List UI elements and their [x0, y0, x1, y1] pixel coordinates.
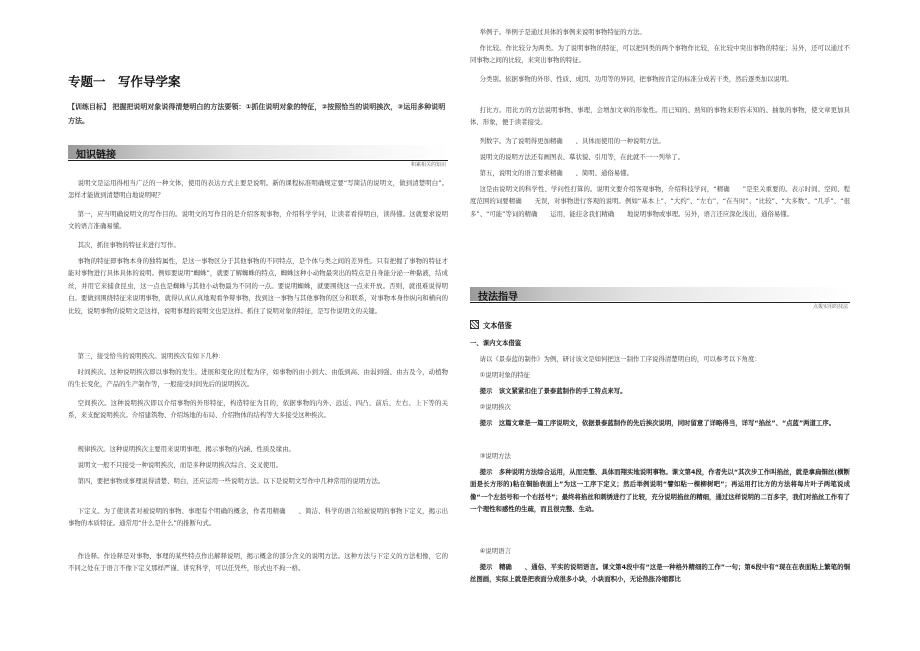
paragraph: 第三，接受恰当的说明挨次。说明挨次有如下几种：: [77, 352, 225, 360]
subsection-title: 文本借鉴: [483, 321, 512, 330]
hint: 提示 该文紧紧扣住了景泰蓝制作的手工特点来写。: [479, 387, 627, 395]
list-item: ②说明挨次: [479, 403, 511, 411]
hint: 提示 精确 、通俗、平实的说明语言。课文第4段中有“这是一种格外精细的工作”一句；第6段中有“现在在表面粘上繁笔的铜丝图画，实际上就是把表面分成很多小块，小块面积小，无论热胀冷缩都比: [470, 563, 850, 584]
section-band-subtitle: 点拨实用的技法: [812, 304, 848, 310]
paragraph: 分类别。依据事物的外形、性质、成因、功用等的异同，把事物按肯定的标准分成若干类，然后逐类加以说明。: [479, 75, 793, 83]
page-title: 专题一 写作导学案: [68, 74, 181, 89]
paragraph: 作诠释。作诠释是对事物、事理的某些特点作出解释说明，揭示概念的部分含义的说明方法。这种方法与下定义的方法相像，它的不同之处在于语言不像下定义那样严谨、讲究科学，可以任凭些，形式也不拘一格。: [68, 552, 448, 573]
paragraph: 第五，说明文的语言要求精确 、简明、通俗易懂。: [479, 169, 633, 177]
subsection-heading: [470, 320, 512, 331]
heading: 一、课内文本借鉴: [470, 339, 522, 347]
paragraph: 事物的特征即事物本身的独特属性，是这一事物区分于其他事物的不同特点，是个体与类之间的差异性。只有把握了事物的特征才能对事物进行具体具体的说明。例如要说明“蜘蛛”，就要了解蜘蛛的特点，蜘蛛这种小动物最突出的特点是自身能分泌一种黏液，结成丝，并用它来捕食昆虫，这一点也是蜘蛛与其他小动物最为不同的一点。要说明蜘蛛，就要围绕这一点来开放。否则，就很难说得明白。要做到围绕特征来说明事物，就得认真认真地观看争辩事物，找到这一事物与其他事物的区分和联系，对事物本身作纵向和横向的比较，说明事物的说明文是这样，说明事理的说明文也是这样。抓住了说明对象的特征，是写作说明文的关键。: [68, 257, 448, 315]
paragraph: 说明文是运用得相当广泛的一种文体，使用的表达方式主要是说明。新的课程标准明确规定要“写简洁的说明文，做到清楚明白”。怎样才能做到清楚明白地说明呢？: [68, 179, 448, 200]
hint: 提示 这篇文章是一篇工序说明文，依据景泰蓝制作的先后挨次说明，同时留意了详略得当，详写“掐丝”、“点蓝”两道工序。: [479, 419, 836, 427]
section-band-subtitle: 积累相关的知识: [410, 162, 446, 168]
paragraph: 打比方。用比方的方法说明事物、事理，会增加文章的形象性。用已知的、熟知的事物来形容未知的、抽象的事物，使文章更加具体、形象，便于读者接受。: [470, 106, 850, 127]
paragraph: 空间挨次。这种说明挨次即以介绍事物的外形特征，构造特征为目的，依据事物的内外、远近、四凸、前后、左右、上下等的关系，来支配说明挨次。介绍建筑物、介绍场地的布局、介绍物体的结构等大多接受这种挨次。: [68, 399, 448, 420]
paragraph: 这是由说明文的科学性、学问性打算的。说明文要介绍客观事物，介绍科技学问，“精确 ”是至关重要的。表示时间、空间、程度范围的词要精确 无误，对事物进行客观的说明。例如“基本上”、“大约”、“左右”、“在当时”、“比较”、“大多数”、“几乎”、“很多”、“可能”等词的精确 运用，能挂念我们精确 地说明事物或事理。另外，语言还应深化浅出，通俗易懂。: [470, 185, 850, 218]
paragraph: 说明文一般不只接受一种说明挨次，而是多种说明挨次综合、交叉使用。: [77, 461, 283, 469]
section-band-label: 知识链接: [76, 150, 116, 161]
section-band-label: 技法指导: [478, 292, 518, 303]
paragraph: 规律挨次。这种说明挨次主要用来说明事理，揭示事物的内涵、性质及缘由。: [77, 445, 295, 453]
list-item: ③说明方法: [479, 452, 511, 460]
paragraph: 请以《景泰蓝的制作》为例，研讨该文是如何把这一制作工序说得清楚明白的，可以参考以下角度：: [479, 355, 761, 363]
section-band-techniques: [470, 287, 850, 309]
section-band-knowledge: [68, 145, 448, 167]
paragraph: 举例子。举例子是通过具体的事例来说明事物特征的方法。: [479, 28, 646, 36]
paragraph: 第一，应当明确说明文的写作目的。说明文的写作目的是介绍客观事物，介绍科学学问，让读者看得明白，读得懂。这就要求说明文的语言准确易懂。: [68, 210, 448, 231]
paragraph: 说明文的说明方法还有画图表、摹状貌、引用等，在此就不一一列举了。: [479, 153, 685, 161]
paragraph: 列数字。为了说明得更加精确 、具体而使用的一种说明方法。: [479, 137, 665, 145]
paragraph: 第四，要把事物或事理说得清楚、明白，还应运用一些说明方法。以下是说明文写作中几种常用的说明方法。: [77, 477, 385, 485]
hatched-square-icon: [470, 320, 479, 329]
training-goal: 【训练目标】 把握把说明对象说得清楚明白的方法要领：①抓住说明对象的特征，②按照恰当的说明挨次，③运用多种说明方法。: [68, 103, 446, 125]
paragraph: 作比较。作比较分为两类。为了说明事物的特征，可以把同类的两个事物作比较，在比较中突出事物的特征；另外，还可以通过不同事物之间的比较，来突出事物的特征。: [470, 44, 850, 65]
list-item: ①说明对象的特征: [479, 371, 531, 379]
hint: 提示 多种说明方法综合运用，从而完整、具体而翔实地说明事物。课文第4段，作者先以“其次步工作叫掐丝，就是拿扁铜丝(横断面是长方形的)粘在铜胎表面上”为这一工序下定义；然后举例说明“譬如粘一棵柳树吧”；再运用打比方的方法将每片叶子两笔说成像“一个左括号和一个右括号”；最终将掐丝和刺绣进行了比较，充分说明掐丝的精细，通过这样说明的二百多字，我们对掐丝工作有了一个理性和感性的生疏，而且很完整、生动。: [470, 468, 850, 514]
paragraph: 时间挨次。这种说明挨次即以事物的发生、进展和变化的过程为序，如事物的由小到大、由低到高、由弱到强、由古及今，动植物的生长变化，产品的生产制作等，一般接受时间先后的说明挨次。: [68, 368, 448, 389]
paragraph: 下定义。为了使读者对被说明的事物、事理有个明确的概念，作者用精确 、简洁、科学的语言给被说明的事物下定义，揭示出事物的本质特征。通常用“什么是什么”的推断句式。: [68, 507, 448, 528]
paragraph: 其次，抓住事物的特征来进行写作。: [77, 241, 180, 249]
list-item: ④说明语言: [479, 547, 511, 555]
